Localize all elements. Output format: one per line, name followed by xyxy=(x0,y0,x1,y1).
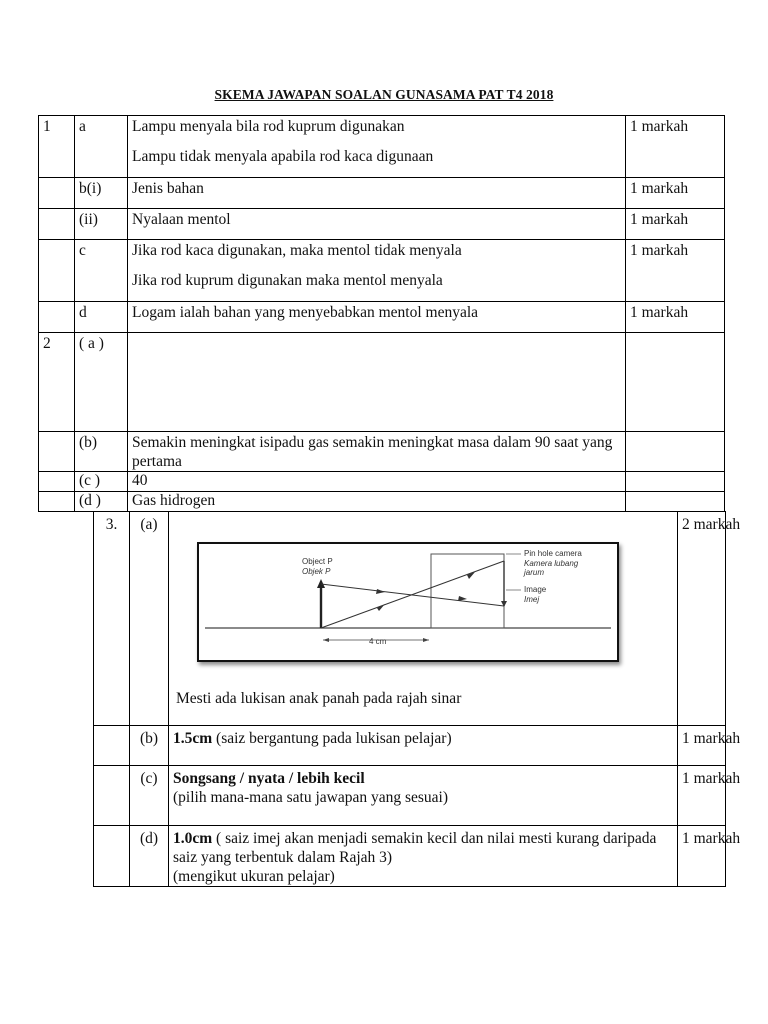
table-row xyxy=(39,209,725,240)
object-label-ms: Objek P xyxy=(302,567,331,576)
question-number: 2 xyxy=(39,333,75,432)
ray-diagram-svg xyxy=(199,544,617,660)
answer-table-q3 xyxy=(93,511,741,887)
answer-bold: 1.0cm xyxy=(173,830,213,847)
answer-cell xyxy=(128,240,626,302)
answer-cell: Semakin meningkat isipadu gas semakin meningkat masa dalam 90 saat yang pertama xyxy=(128,432,626,472)
distance-label: 4 cm xyxy=(369,637,387,646)
diagram-note: Mesti ada lukisan anak panah pada rajah sinar xyxy=(176,690,462,707)
camera-label-ms-2: jarum xyxy=(524,568,545,577)
pinhole-camera-diagram xyxy=(197,542,619,662)
part-label: (c ) xyxy=(75,472,128,492)
answer-cell xyxy=(169,726,678,766)
part-label: (c) xyxy=(130,766,169,826)
question-number: 3. xyxy=(94,512,130,726)
table-row xyxy=(94,512,726,726)
answer-text: (pilih mana-mana satu jawapan yang sesuai) xyxy=(173,789,449,806)
answer-line: Logam ialah bahan yang menyebabkan mentol menyala xyxy=(128,302,626,333)
part-label: b(i) xyxy=(75,178,128,209)
answer-table-q1-q2 xyxy=(38,115,725,512)
table-row xyxy=(94,726,726,766)
table-row xyxy=(39,116,725,178)
answer-text: (mengikut ukuran pelajar) xyxy=(173,868,335,885)
ray-arrowhead xyxy=(377,604,385,611)
object-label-en: Object P xyxy=(302,557,333,566)
answer-bold: Songsang / nyata / lebih kecil xyxy=(173,770,365,787)
image-label-ms: Imej xyxy=(524,595,540,604)
table-row xyxy=(39,178,725,209)
answer-line: Jika rod kuprum digunakan maka mentol menyala xyxy=(132,272,443,289)
camera-label-en: Pin hole camera xyxy=(524,549,582,558)
part-label: c xyxy=(75,240,128,302)
ray-bottom xyxy=(321,561,504,628)
part-label: (ii) xyxy=(75,209,128,240)
answer-bold: 1.5cm xyxy=(173,730,213,747)
part-label: (b) xyxy=(75,432,128,472)
table-row xyxy=(94,766,726,826)
camera-label-ms: Kamera lubang xyxy=(524,559,579,568)
answer-line: Lampu menyala bila rod kuprum digunakan xyxy=(132,118,405,135)
image-label-en: Image xyxy=(524,585,547,594)
part-label: (d) xyxy=(130,826,169,887)
marks-cell: 1 markah xyxy=(626,209,725,240)
answer-cell xyxy=(169,766,678,826)
part-label: d xyxy=(75,302,128,333)
ray-arrowhead xyxy=(458,596,467,601)
answer-text: (saiz bergantung pada lukisan pelajar) xyxy=(212,730,452,747)
part-label: (a) xyxy=(130,512,169,726)
answer-cell xyxy=(169,826,678,887)
table-row xyxy=(39,333,725,432)
marks-cell: 1 markah xyxy=(678,726,726,766)
answer-cell: 40 xyxy=(128,472,626,492)
marks-cell: 1 markah xyxy=(626,116,725,178)
marks-cell: 1 markah xyxy=(626,178,725,209)
answer-line: Jenis bahan xyxy=(128,178,626,209)
answer-cell xyxy=(128,116,626,178)
answer-cell: Gas hidrogen xyxy=(128,492,626,512)
table-row xyxy=(39,472,725,492)
page-title: SKEMA JAWAPAN SOALAN GUNASAMA PAT T4 2018 xyxy=(214,87,554,102)
answer-line: Jika rod kaca digunakan, maka mentol tidak menyala xyxy=(132,242,462,259)
marks-cell: 1 markah xyxy=(678,826,726,887)
answer-line: Nyalaan mentol xyxy=(128,209,626,240)
table-row xyxy=(39,432,725,472)
answer-cell xyxy=(169,512,678,726)
part-label: (b) xyxy=(130,726,169,766)
table-row xyxy=(94,826,726,887)
answer-text: ( saiz imej akan menjadi semakin kecil dan nilai mesti kurang daripada saiz yang terbentuk dalam Rajah 3) xyxy=(173,830,657,866)
table-row xyxy=(39,240,725,302)
table-row xyxy=(39,492,725,512)
marks-cell: 2 markah xyxy=(678,512,726,726)
part-label: a xyxy=(75,116,128,178)
answer-cell xyxy=(128,333,626,432)
part-label: ( a ) xyxy=(75,333,128,432)
part-label: (d ) xyxy=(75,492,128,512)
marks-cell: 1 markah xyxy=(626,302,725,333)
marks-cell: 1 markah xyxy=(678,766,726,826)
object-arrowhead xyxy=(317,579,325,588)
answer-line: Lampu tidak menyala apabila rod kaca digunaan xyxy=(132,148,434,165)
ray-arrowhead xyxy=(376,589,385,594)
question-number: 1 xyxy=(39,116,75,178)
table-row xyxy=(39,302,725,333)
marks-cell: 1 markah xyxy=(626,240,725,302)
